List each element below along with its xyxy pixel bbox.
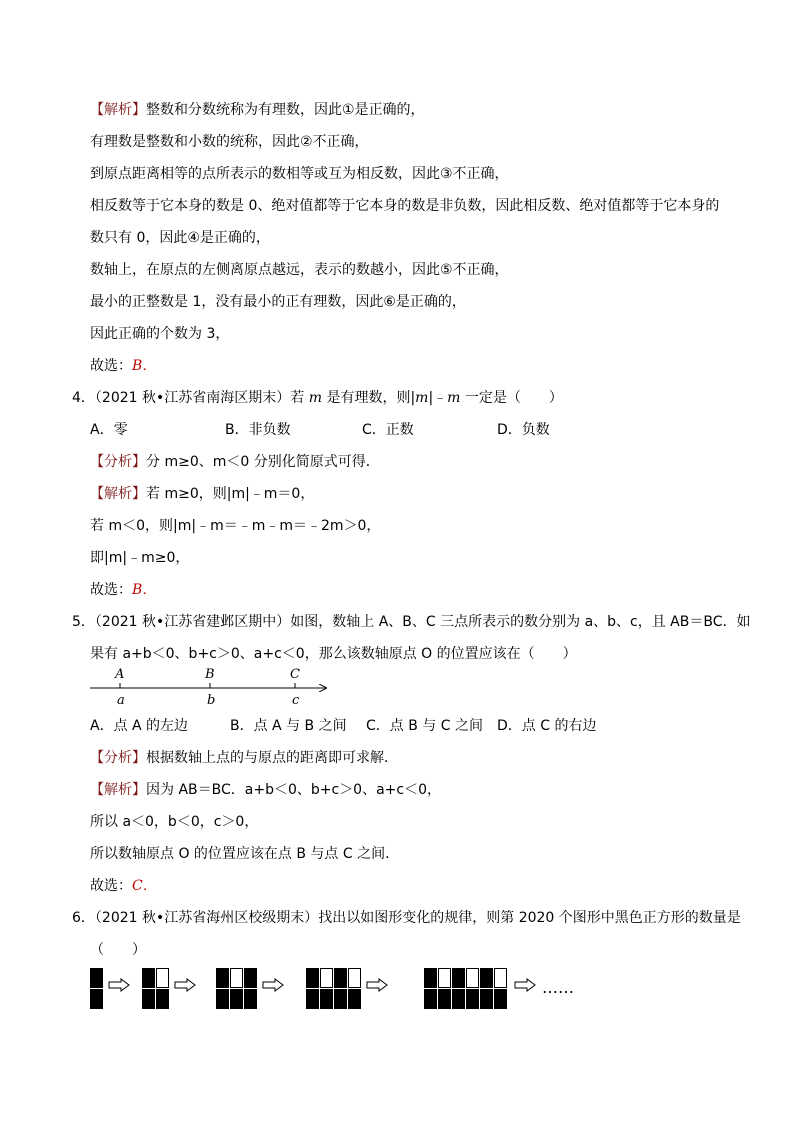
- black-square: [348, 989, 361, 1009]
- q5-solution-3: 所以数轴原点 O 的位置应该在点 B 与点 C 之间．: [90, 846, 400, 862]
- black-square: [216, 989, 229, 1009]
- black-square: [156, 989, 169, 1009]
- var-m: m: [308, 390, 322, 406]
- var-m: m: [415, 390, 429, 406]
- white-square: [156, 968, 169, 988]
- black-square: [216, 968, 229, 988]
- black-square: [480, 968, 493, 988]
- analysis-tag: 【分析】: [90, 454, 146, 470]
- option-a: A．点 A 的左边: [90, 718, 189, 734]
- option-b: B．非负数: [225, 422, 291, 438]
- number-line-figure: [88, 664, 338, 710]
- q4-solution-3: 即|m|﹣m≥0，: [90, 550, 190, 566]
- analysis-line-6: 数轴上，在原点的左侧离原点越远，表示的数越小，因此⑤不正确，: [90, 262, 509, 278]
- question-source: （2021 秋•江苏省建邺区期中）: [94, 614, 291, 630]
- stem-text: 找出以如图形变化的规律，则第 2020 个图形中黑色正方形的数量是: [318, 910, 741, 926]
- white-square: [438, 968, 451, 988]
- solution-tag: 【解析】: [90, 782, 146, 798]
- analysis-tag: 【分析】: [90, 750, 146, 766]
- solution-text: 因为 AB＝BC．a+b＜0、b+c＞0、a+c＜0，: [146, 782, 442, 798]
- pattern-figure-3: [216, 968, 258, 1010]
- question-number: 4．: [72, 390, 95, 406]
- solution-text: 若 m≥0，则|m|﹣m＝0，: [146, 486, 315, 502]
- stem-part: 是有理数，则|: [322, 390, 416, 406]
- black-square: [90, 989, 103, 1009]
- question-5-stem-2: 果有 a+b＜0、b+c＞0、a+c＜0，那么该数轴原点 O 的位置应该在（ ）: [90, 646, 577, 662]
- answer-prefix: 故选：: [90, 582, 132, 598]
- black-square: [244, 989, 257, 1009]
- black-square: [480, 989, 493, 1009]
- value-label-a: a: [117, 693, 125, 708]
- stem-part: |﹣: [428, 390, 448, 406]
- q4-solution-2: 若 m＜0，则|m|﹣m＝﹣m﹣m＝﹣2m＞0，: [90, 518, 381, 534]
- answer-line-5: [90, 876, 157, 896]
- stem-part: 若: [290, 390, 309, 406]
- question-number: 6．: [72, 910, 95, 926]
- black-square: [244, 968, 257, 988]
- black-square: [230, 989, 243, 1009]
- analysis-tag: 【解析】: [90, 102, 146, 118]
- q5-solution-2: 所以 a＜0，b＜0，c＞0，: [90, 814, 259, 830]
- arrow-icon: [366, 978, 388, 992]
- arrow-icon: [108, 978, 130, 992]
- black-square: [424, 989, 437, 1009]
- q4-solution-1: [90, 484, 314, 504]
- q5-solution-1: [90, 780, 441, 800]
- analysis-line-8: 因此正确的个数为 3，: [90, 326, 230, 342]
- black-square: [142, 968, 155, 988]
- option-c: C．点 B 与 C 之间: [366, 718, 483, 734]
- pattern-figure-4: [306, 968, 362, 1010]
- white-square: [494, 968, 507, 988]
- pattern-figure-5: [424, 968, 508, 1010]
- value-label-c: c: [292, 693, 300, 708]
- solution-tag: 【解析】: [90, 486, 146, 502]
- pattern-figure-2: [142, 968, 170, 1010]
- question-6-stem-2: （ ）: [90, 942, 146, 958]
- black-square: [438, 989, 451, 1009]
- question-5-stem-1: [72, 612, 751, 632]
- black-square: [90, 968, 103, 988]
- arrow-icon: [514, 978, 536, 992]
- question-source: （2021 秋•江苏省海州区校级期末）: [94, 910, 319, 926]
- stem-text: 如图，数轴上 A、B、C 三点所表示的数分别为 a、b、c，且 AB＝BC．如: [290, 614, 751, 630]
- black-square: [466, 989, 479, 1009]
- question-source: （2021 秋•江苏省南海区期末）: [94, 390, 291, 406]
- answer-value: B．: [132, 358, 157, 374]
- point-label-a: A: [115, 667, 125, 682]
- black-square: [306, 989, 319, 1009]
- var-m: m: [447, 390, 461, 406]
- analysis-line-7: 最小的正整数是 1，没有最小的正有理数，因此⑥是正确的，: [90, 294, 466, 310]
- white-square: [348, 968, 361, 988]
- ellipsis: ……: [542, 978, 574, 997]
- option-d: D．点 C 的右边: [497, 718, 597, 734]
- analysis-line-1: [90, 100, 425, 120]
- black-square: [334, 989, 347, 1009]
- q5-analysis: [90, 748, 398, 768]
- stem-part: 一定是（ ）: [460, 390, 563, 406]
- analysis-line-2: 有理数是整数和小数的统称，因此②不正确，: [90, 134, 369, 150]
- option-a: A．零: [90, 422, 128, 438]
- question-4-stem: [72, 388, 563, 408]
- black-square: [452, 968, 465, 988]
- option-b: B．点 A 与 B 之间: [230, 718, 347, 734]
- black-square: [452, 989, 465, 1009]
- point-label-c: C: [290, 667, 300, 682]
- analysis-line-3: 到原点距离相等的点所表示的数相等或互为相反数，因此③不正确，: [90, 166, 509, 182]
- analysis-line-5: 数只有 0，因此④是正确的，: [90, 230, 270, 246]
- square-pattern-figure: [90, 968, 610, 1013]
- analysis-line-4: 相反数等于它本身的数是 0、绝对值都等于它本身的数是非负数，因此相反数、绝对值都等于它本身的: [90, 198, 720, 214]
- answer-line-4: [90, 580, 156, 600]
- question-number: 5．: [72, 614, 95, 630]
- white-square: [466, 968, 479, 988]
- analysis-text: 分 m≥0、m＜0 分别化简原式可得．: [146, 454, 380, 470]
- analysis-text: 整数和分数统称为有理数，因此①是正确的，: [146, 102, 425, 118]
- option-d: D．负数: [497, 422, 550, 438]
- black-square: [306, 968, 319, 988]
- point-label-b: B: [205, 667, 215, 682]
- pattern-figure-1: [90, 968, 104, 1010]
- answer-line-3: [90, 356, 156, 376]
- question-6-stem-1: [72, 908, 741, 928]
- black-square: [494, 989, 507, 1009]
- value-label-b: b: [207, 693, 216, 708]
- analysis-text: 根据数轴上点的与原点的距离即可求解．: [146, 750, 398, 766]
- answer-value: C．: [132, 878, 157, 894]
- answer-prefix: 故选：: [90, 878, 132, 894]
- option-c: C．正数: [362, 422, 414, 438]
- black-square: [334, 968, 347, 988]
- white-square: [230, 968, 243, 988]
- arrow-icon: [262, 978, 284, 992]
- answer-value: B．: [132, 582, 157, 598]
- black-square: [424, 968, 437, 988]
- black-square: [142, 989, 155, 1009]
- arrow-icon: [174, 978, 196, 992]
- black-square: [320, 989, 333, 1009]
- answer-prefix: 故选：: [90, 358, 132, 374]
- white-square: [320, 968, 333, 988]
- q4-analysis: [90, 452, 380, 472]
